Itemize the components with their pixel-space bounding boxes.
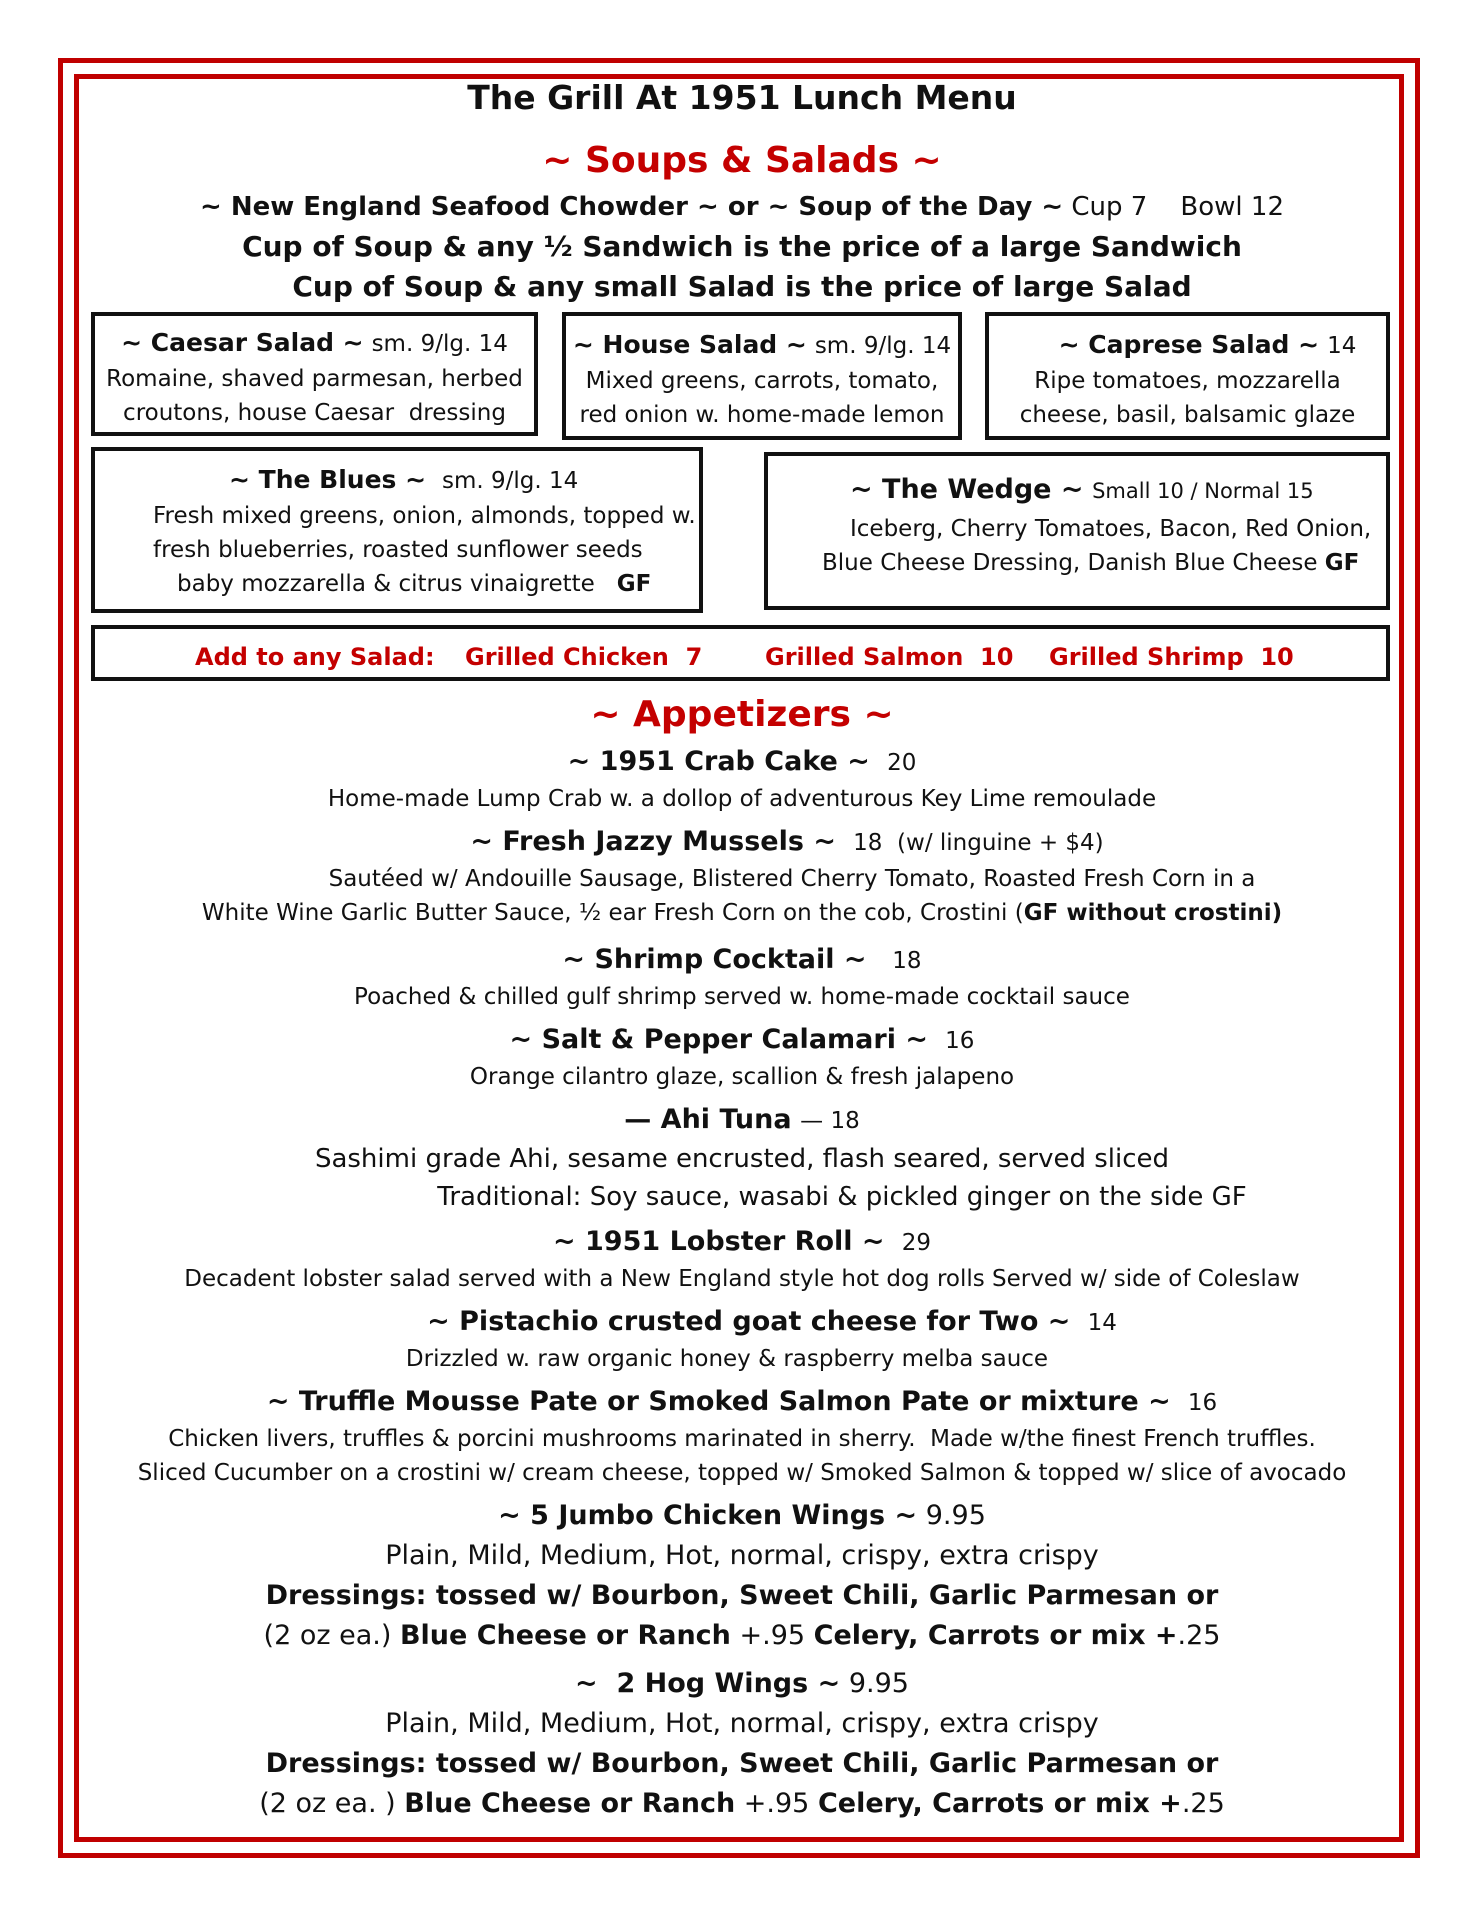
chowder-price: Cup 7 Bowl 12 bbox=[1071, 192, 1284, 222]
hog-name: ~ 2 Hog Wings ~ bbox=[575, 1668, 841, 1699]
pate-price: 16 bbox=[1187, 1390, 1218, 1416]
soups-salads-heading: ~ Soups & Salads ~ bbox=[542, 140, 942, 181]
ahi-tuna bbox=[0, 1104, 1484, 1135]
mussels-desc-2-line bbox=[0, 900, 1484, 926]
pate-desc-1: Chicken livers, truffles & porcini mushrooms marinated in sherry. Made w/the finest French truffles. bbox=[168, 1426, 1316, 1452]
wedge-desc-2: Blue Cheese Dressing, Danish Blue Cheese bbox=[822, 550, 1318, 576]
calamari-price: 16 bbox=[945, 1028, 975, 1054]
caesar-price: sm. 9/lg. 14 bbox=[371, 331, 508, 357]
mussels-desc-1: Sautéed w/ Andouille Sausage, Blistered Cherry Tomato, Roasted Fresh Corn in a bbox=[328, 866, 1256, 892]
pate bbox=[0, 1386, 1484, 1417]
lobster-desc: Decadent lobster salad served with a New England style hot dog rolls Served w/ side of Coleslaw bbox=[184, 1266, 1300, 1292]
wings-styles: Plain, Mild, Medium, Hot, normal, crispy, extra crispy bbox=[385, 1540, 1099, 1571]
caprese-salad-box bbox=[985, 312, 1390, 440]
caprese-desc-1: Ripe tomatoes, mozzarella bbox=[1034, 368, 1341, 394]
blues-price: sm. 9/lg. 14 bbox=[441, 468, 579, 494]
hog-extras bbox=[0, 1788, 1484, 1819]
hog-price: 9.95 bbox=[848, 1668, 909, 1699]
house-desc-1: Mixed greens, carrots, tomato, bbox=[585, 368, 939, 394]
wedge-gf: GF bbox=[1324, 550, 1360, 576]
mussels-desc-2: White Wine Garlic Butter Sauce, ½ ear Fresh Corn on the cob, Crostini ( bbox=[201, 900, 1024, 926]
caesar-name: ~ Caesar Salad ~ bbox=[121, 328, 364, 357]
salad-addons-box bbox=[91, 625, 1390, 681]
chicken-wings bbox=[0, 1500, 1484, 1531]
caesar-salad-box bbox=[91, 312, 538, 436]
calamari bbox=[0, 1024, 1484, 1055]
hog-extras-pre: (2 oz ea. ) bbox=[259, 1788, 396, 1819]
calamari-desc: Orange cilantro glaze, scallion & fresh jalapeno bbox=[469, 1064, 1015, 1090]
blues-gf: GF bbox=[616, 571, 652, 597]
blues-desc-2: fresh blueberries, roasted sunflower seeds bbox=[153, 537, 643, 563]
blues-desc-3: baby mozzarella & citrus vinaigrette bbox=[177, 571, 595, 597]
tuna-dash: — bbox=[624, 1104, 661, 1135]
house-salad-box bbox=[562, 312, 962, 440]
wedge-salad-box bbox=[764, 452, 1390, 610]
lobster-price: 29 bbox=[901, 1230, 931, 1256]
blues-salad-box bbox=[91, 447, 703, 613]
hog-styles: Plain, Mild, Medium, Hot, normal, crispy, extra crispy bbox=[385, 1708, 1099, 1739]
shrimp-price: 18 bbox=[892, 948, 922, 974]
calamari-name: ~ Salt & Pepper Calamari ~ bbox=[509, 1024, 928, 1055]
mussels-gf-note: GF without crostini) bbox=[1023, 900, 1283, 926]
wings-name: ~ 5 Jumbo Chicken Wings ~ bbox=[498, 1500, 918, 1531]
wings-extras-veg-price: .25 bbox=[1177, 1620, 1221, 1651]
goat-cheese bbox=[0, 1306, 1484, 1337]
chowder-name: ~ New England Seafood Chowder ~ or ~ Soup of the Day ~ bbox=[199, 192, 1064, 222]
lobster-roll bbox=[0, 1226, 1484, 1257]
addon-chicken: Grilled Chicken 7 bbox=[465, 643, 703, 671]
wings-dressings: Dressings: tossed w/ Bourbon, Sweet Chili, Garlic Parmesan or bbox=[265, 1580, 1219, 1611]
hog-extras-dip: Blue Cheese or Ranch bbox=[404, 1788, 736, 1819]
hog-wings bbox=[0, 1668, 1484, 1699]
shrimp-desc: Poached & chilled gulf shrimp served w. home-made cocktail sauce bbox=[354, 984, 1130, 1010]
wings-extras-veg: Celery, Carrots or mix + bbox=[813, 1620, 1178, 1651]
wings-extras-dip-price: +.95 bbox=[739, 1620, 806, 1651]
caprese-price: 14 bbox=[1327, 333, 1357, 359]
mussels-name: ~ Fresh Jazzy Mussels ~ bbox=[470, 826, 836, 857]
appetizers-heading: ~ Appetizers ~ bbox=[590, 694, 894, 735]
crab-cake bbox=[0, 746, 1484, 777]
mussels-price: 18 (w/ linguine + $4) bbox=[853, 830, 1104, 856]
shrimp-name: ~ Shrimp Cocktail ~ bbox=[562, 944, 867, 975]
hog-extras-veg-price: .25 bbox=[1181, 1788, 1225, 1819]
shrimp-cocktail bbox=[0, 944, 1484, 975]
goat-name: ~ Pistachio crusted goat cheese for Two ~ bbox=[427, 1306, 1071, 1337]
chowder-line bbox=[0, 192, 1484, 222]
crab-desc: Home-made Lump Crab w. a dollop of adventurous Key Lime remoulade bbox=[327, 786, 1157, 812]
blues-desc-1: Fresh mixed greens, onion, almonds, topped w. bbox=[153, 503, 696, 529]
goat-desc: Drizzled w. raw organic honey & raspberry melba sauce bbox=[405, 1346, 1049, 1372]
wedge-name: ~ The Wedge ~ bbox=[850, 474, 1084, 505]
wings-extras-pre: (2 oz ea.) bbox=[263, 1620, 392, 1651]
tuna-price: — 18 bbox=[800, 1108, 860, 1134]
caesar-desc-2: croutons, house Caesar dressing bbox=[123, 400, 506, 426]
combo-sandwich: Cup of Soup & any ½ Sandwich is the price of a large Sandwich bbox=[242, 230, 1242, 263]
lobster-name: ~ 1951 Lobster Roll ~ bbox=[553, 1226, 885, 1257]
wings-price: 9.95 bbox=[925, 1500, 986, 1531]
hog-extras-dip-price: +.95 bbox=[743, 1788, 810, 1819]
crab-price: 20 bbox=[887, 750, 917, 776]
wings-extras bbox=[0, 1620, 1484, 1651]
goat-price: 14 bbox=[1087, 1310, 1117, 1336]
tuna-desc-1: Sashimi grade Ahi, sesame encrusted, flash seared, served sliced bbox=[314, 1144, 1170, 1174]
addon-shrimp: Grilled Shrimp 10 bbox=[1049, 643, 1294, 671]
house-name: ~ House Salad ~ bbox=[572, 330, 807, 359]
hog-extras-veg: Celery, Carrots or mix + bbox=[817, 1788, 1182, 1819]
hog-dressings: Dressings: tossed w/ Bourbon, Sweet Chili, Garlic Parmesan or bbox=[265, 1748, 1219, 1779]
wings-extras-dip: Blue Cheese or Ranch bbox=[399, 1620, 731, 1651]
crab-name: ~ 1951 Crab Cake ~ bbox=[567, 746, 870, 777]
mussels bbox=[0, 826, 1484, 857]
pate-desc-2: Sliced Cucumber on a crostini w/ cream cheese, topped w/ Smoked Salmon & topped w/ slice of avocado bbox=[137, 1460, 1347, 1486]
pate-name: ~ Truffle Mousse Pate or Smoked Salmon Pate or mixture ~ bbox=[266, 1386, 1171, 1417]
addons-label: Add to any Salad: bbox=[195, 643, 435, 671]
wedge-desc-1: Iceberg, Cherry Tomatoes, Bacon, Red Onion, bbox=[850, 516, 1372, 542]
addon-salmon: Grilled Salmon 10 bbox=[765, 643, 1014, 671]
house-desc-2: red onion w. home-made lemon bbox=[579, 402, 945, 428]
tuna-name: Ahi Tuna bbox=[660, 1104, 792, 1135]
house-price: sm. 9/lg. 14 bbox=[814, 333, 952, 359]
wedge-price: Small 10 / Normal 15 bbox=[1092, 479, 1314, 503]
caprese-name: ~ Caprese Salad ~ bbox=[1058, 330, 1320, 359]
blues-name: ~ The Blues ~ bbox=[229, 465, 427, 494]
tuna-desc-2: Traditional: Soy sauce, wasabi & pickled ginger on the side GF bbox=[437, 1182, 1247, 1212]
menu-title: The Grill At 1951 Lunch Menu bbox=[467, 78, 1017, 117]
combo-salad: Cup of Soup & any small Salad is the price of large Salad bbox=[292, 270, 1192, 303]
caesar-desc-1: Romaine, shaved parmesan, herbed bbox=[106, 366, 523, 392]
caprese-desc-2: cheese, basil, balsamic glaze bbox=[1019, 402, 1356, 428]
